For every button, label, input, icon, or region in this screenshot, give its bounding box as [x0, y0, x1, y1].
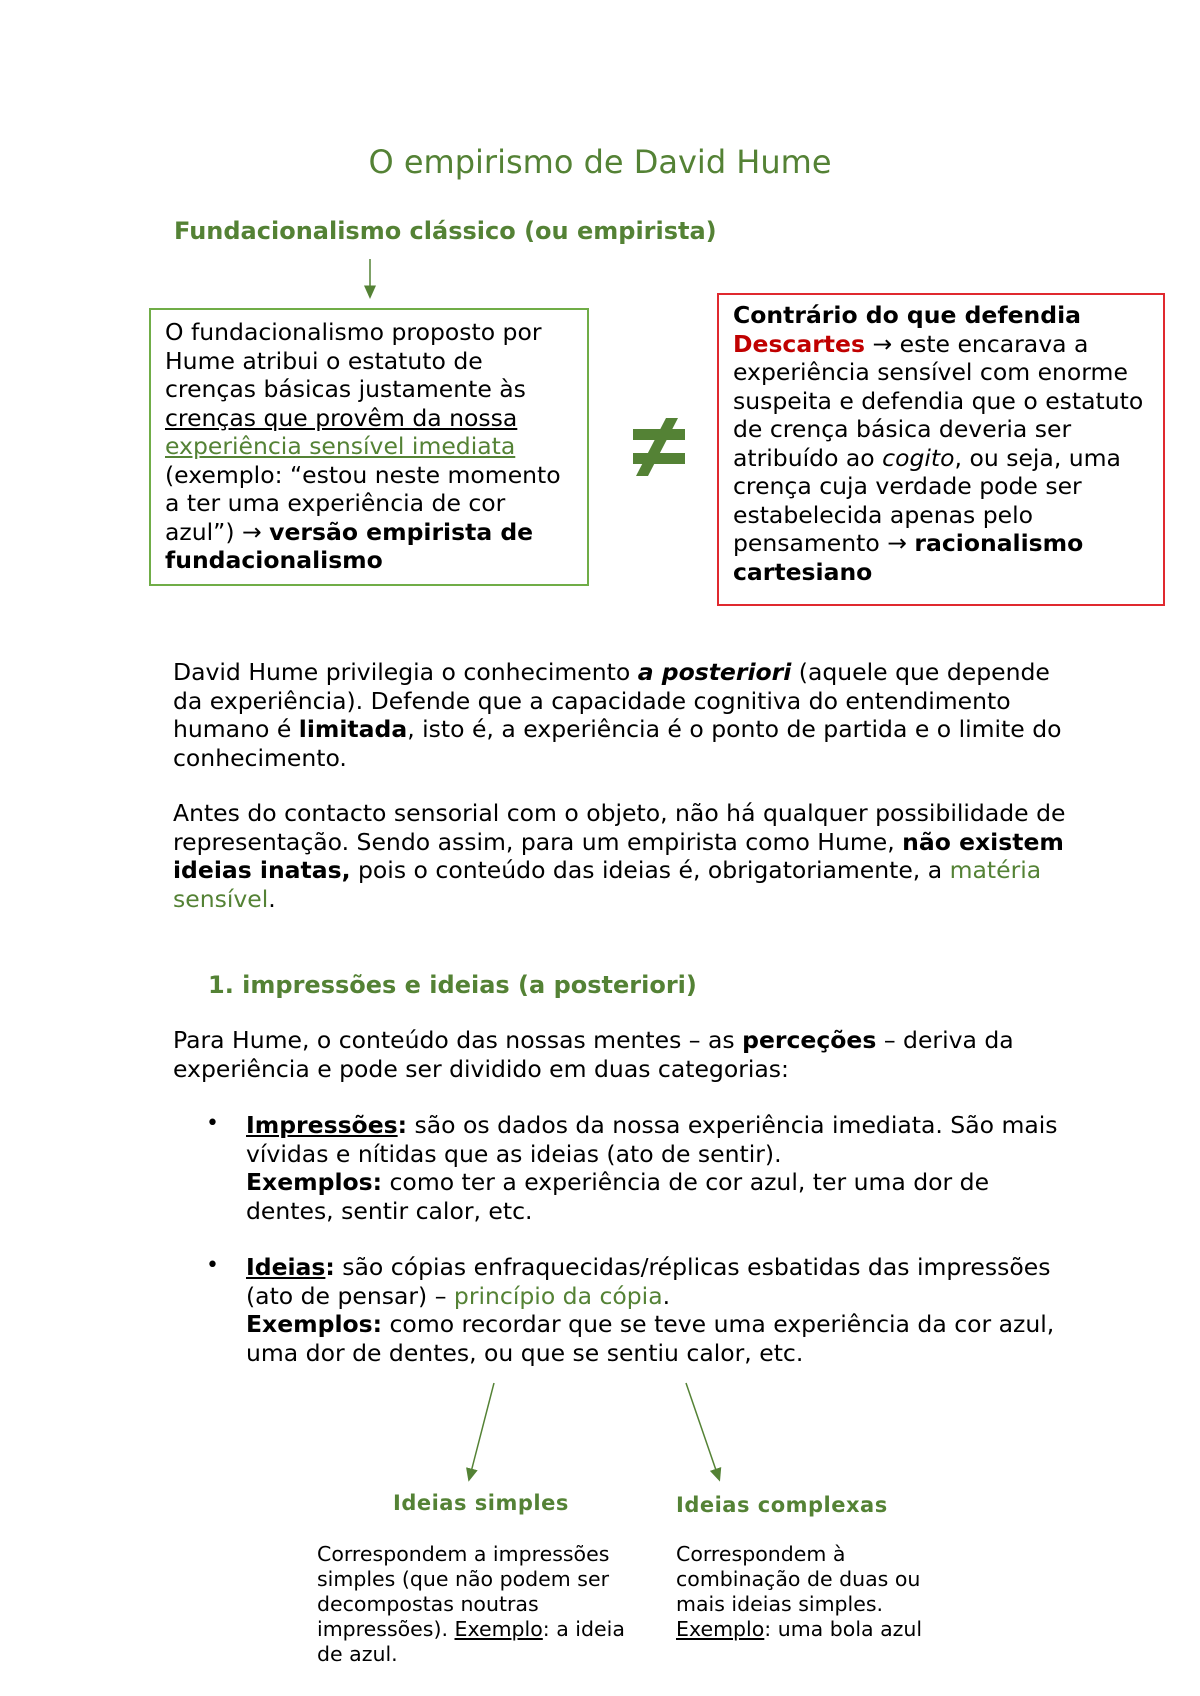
paragraph-perceptions: Para Hume, o conteúdo das nossas mentes – as perceções – deriva da experiência e pode ser dividido em duas categorias: — [173, 1026, 1014, 1083]
simple-ideas-heading: Ideias simples — [393, 1491, 569, 1515]
not-equal-icon — [633, 418, 685, 476]
paragraph-a-posteriori: David Hume privilegia o conhecimento a posteriori (aquele que depende da experiência). Defende que a capacidade cognitiva do entendimento humano é limitada, isto é, a experiência é o ponto de partida e o limite do conhecimento. — [173, 658, 1062, 772]
descartes-contrast-box: Contrário do que defendia Descartes → este encarava a experiência sensível com enorme suspeita e defendia que o estatuto de crença básica deveria ser atribuído ao cogito, ou seja, uma crença cuja verdade pode ser estabelecida apenas pelo pensamento → racionalismo cartesiano — [717, 293, 1165, 606]
bullet-icon: • — [206, 1253, 219, 1278]
complex-ideas-description: Correspondem à combinação de duas ou mais ideias simples. Exemplo: uma bola azul — [676, 1542, 923, 1641]
bullet-icon: • — [206, 1111, 219, 1136]
arrow-to-simple — [470, 1383, 494, 1476]
arrow-to-complex — [686, 1383, 718, 1476]
section-subtitle: Fundacionalismo clássico (ou empirista) — [174, 217, 717, 245]
paragraph-no-innate-ideas: Antes do contacto sensorial com o objeto, não há qualquer possibilidade de representação. Sendo assim, para um empirista como Hume, não existem ideias inatas, pois o conteúdo das ideias é, obrigatoriamente, a matéria sensível. — [173, 799, 1066, 913]
list-item-impressions: Impressões: são os dados da nossa experiência imediata. São mais vívidas e nítidas que as ideias (ato de sentir). Exemplos: como ter a experiência de cor azul, ter uma dor de dentes, sentir calor, etc. — [246, 1111, 1058, 1225]
complex-ideas-heading: Ideias complexas — [676, 1493, 888, 1517]
simple-ideas-description: Correspondem a impressões simples (que não podem ser decompostas noutras impressões). Exemplo: a ideia de azul. — [317, 1542, 625, 1666]
empiricist-foundationalism-box: O fundacionalismo proposto por Hume atribui o estatuto de crenças básicas justamente às crenças que provêm da nossa experiência sensível imediata (exemplo: “estou neste momento a ter uma experiência de cor azul”) → versão empirista de fundacionalismo — [149, 308, 589, 586]
list-item-ideas: Ideias: são cópias enfraquecidas/réplicas esbatidas das impressões (ato de pensar) – princípio da cópia. Exemplos: como recordar que se teve uma experiência da cor azul, uma dor de dentes, ou que se sentiu calor, etc. — [246, 1253, 1055, 1367]
page-title: O empirismo de David Hume — [368, 143, 832, 181]
section-heading-impressions-ideas: 1. impressões e ideias (a posteriori) — [208, 971, 697, 999]
